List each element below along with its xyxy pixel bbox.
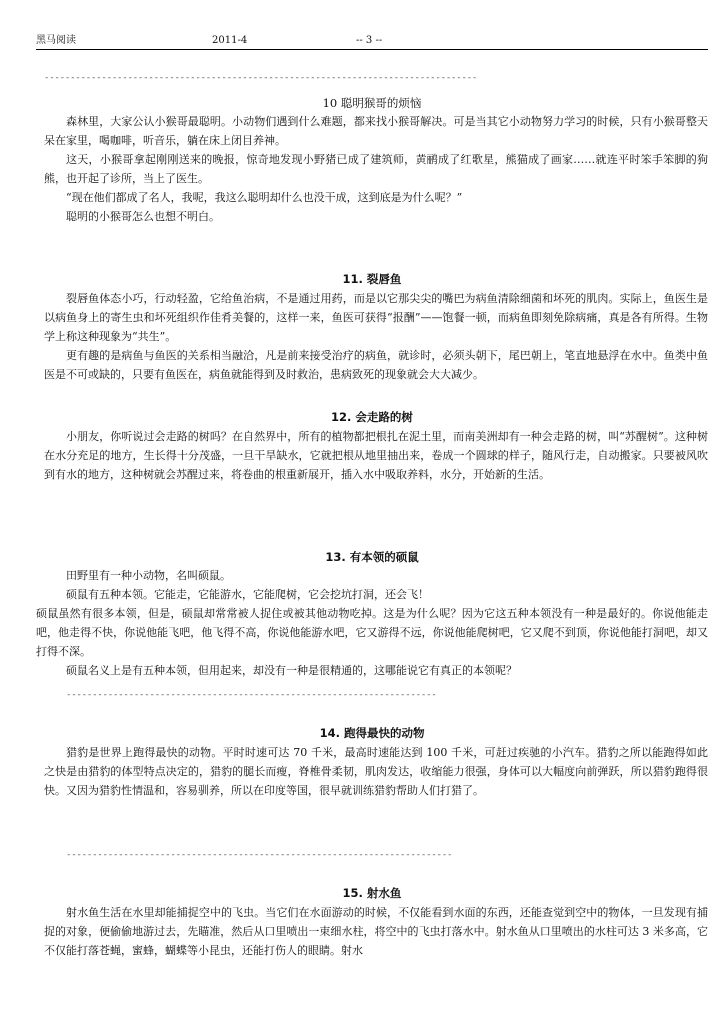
paragraph: 田野里有一种小动物，名叫硕鼠。 (66, 569, 231, 582)
paragraph: 硕鼠有五种本领。它能走，它能游水，它能爬树，它会挖坑打洞，还会飞！ (66, 588, 429, 601)
paragraph: 这天，小猴哥拿起刚刚送来的晚报，惊奇地发现小野猪已成了建筑师，黄鹂成了红歌星，熊猫成了画家……就连平时笨手笨脚的狗熊，也开起了诊所，当上了医生。 (44, 153, 708, 185)
story-title: 10 聪明猴哥的烦恼 (322, 96, 422, 110)
separator: ----------------------------------------------------------------------------------- (44, 73, 478, 83)
header-page-number: -- 3 -- (356, 35, 383, 46)
paragraph: 猎豹是世界上跑得最快的动物。平时时速可达 70 千米，最高时速能达到 100 千米，可赶过疾驰的小汽车。猎豹之所以能跑得如此之快是由猎豹的体型特点决定的，猎豹的腿长而瘦，脊椎骨柔韧，肌肉发达，收缩能力很强，身体可以大幅度向前弹跃，所以猎豹跑得很快。又因为猎豹性情温和，容易驯养，所以在印度等国，很早就训练猎豹帮助人们打猎了。 (44, 746, 708, 797)
story-body (44, 289, 708, 384)
paragraph: 更有趣的是病鱼与鱼医的关系相当融洽，凡是前来接受治疗的病鱼，就诊时，必须头朝下，尾巴朝上，笔直地悬浮在水中。鱼类中鱼医是不可或缺的，只要有鱼医在，病鱼就能得到及时救治，患病致死的现象就会大大减少。 (44, 349, 708, 381)
paragraph: 聪明的小猴哥怎么也想不明白。 (66, 210, 220, 223)
story-body (44, 903, 708, 960)
paragraph: 森林里，大家公认小猴哥最聪明。小动物们遇到什么难题，都来找小猴哥解决。可是当其它小动物努力学习的时候，只有小猴哥整天呆在家里，喝咖啡，听音乐，躺在床上闭目养神。 (44, 115, 708, 147)
story-body (44, 112, 708, 226)
separator: -------------------------------------------------------------------------- (66, 850, 453, 860)
page-header (36, 34, 708, 48)
story-title: 15. 射水鱼 (342, 886, 402, 900)
story-title: 12. 会走路的树 (331, 410, 413, 424)
header-date: 2011-4 (212, 35, 248, 46)
paragraph: 射水鱼生活在水里却能捕捉空中的飞虫。当它们在水面游动的时候，不仅能看到水面的东西，还能查觉到空中的物体，一旦发现有捕捉的对象，便偷偷地游过去，先瞄准，然后从口里喷出一束细水柱，将空中的飞虫打落水中。射水鱼从口里喷出的水柱可达 3 米多高，它不仅能打落苍蝇，蜜蜂，蝴蝶等小昆虫，还能打伤人的眼睛。射水 (44, 906, 708, 957)
story-body (44, 743, 708, 800)
story-title: 11. 裂唇鱼 (342, 272, 402, 286)
header-title: 黑马阅读 (36, 35, 76, 46)
paragraph: 小朋友，你听说过会走路的树吗？在自然界中，所有的植物都把根扎在泥土里，而南美洲却有一种会走路的树，叫“苏醒树”。这种树在水分充足的地方，生长得十分茂盛，一旦干旱缺水，它就把根从地里抽出来，卷成一个圆球的样子，随风行走，自动搬家。只要被风吹到有水的地方，这种树就会苏醒过来，将卷曲的根重新展开，插入水中吸取养料，水分，开始新的生活。 (44, 430, 708, 481)
paragraph: 裂唇鱼体态小巧，行动轻盈，它给鱼治病，不是通过用药，而是以它那尖尖的嘴巴为病鱼清除细菌和坏死的肌肉。实际上，鱼医生是以病鱼身上的寄生虫和坏死组织作佳肴美餐的，这样一来，鱼医可获得“报酬”——饱餐一顿，而病鱼即刻免除病痛，真是各有所得。生物学上称这种现象为“共生”。 (44, 292, 708, 343)
story-body (36, 566, 708, 680)
separator: ----------------------------------------------------------------------- (66, 690, 437, 700)
header-rule (36, 49, 708, 50)
story-body (44, 427, 708, 484)
paragraph: “现在他们都成了名人，我呢，我这么聪明却什么也没干成，这到底是为什么呢？” (66, 191, 463, 204)
story-title: 13. 有本领的硕鼠 (325, 550, 419, 564)
paragraph: 硕鼠虽然有很多本领，但是，硕鼠却常常被人捉住或被其他动物吃掉。这是为什么呢？因为它这五种本领没有一种是最好的。你说他能走吧，他走得不快，你说他能飞吧，他飞得不高，你说他能游水吧，它又游得不远，你说他能爬树吧，它又爬不到顶，你说他能打洞吧，却又打得不深。 (36, 607, 708, 658)
story-title: 14. 跑得最快的动物 (319, 726, 425, 740)
paragraph: 硕鼠名义上是有五种本领，但用起来，却没有一种是很精通的，这哪能说它有真正的本领呢？ (66, 664, 517, 677)
